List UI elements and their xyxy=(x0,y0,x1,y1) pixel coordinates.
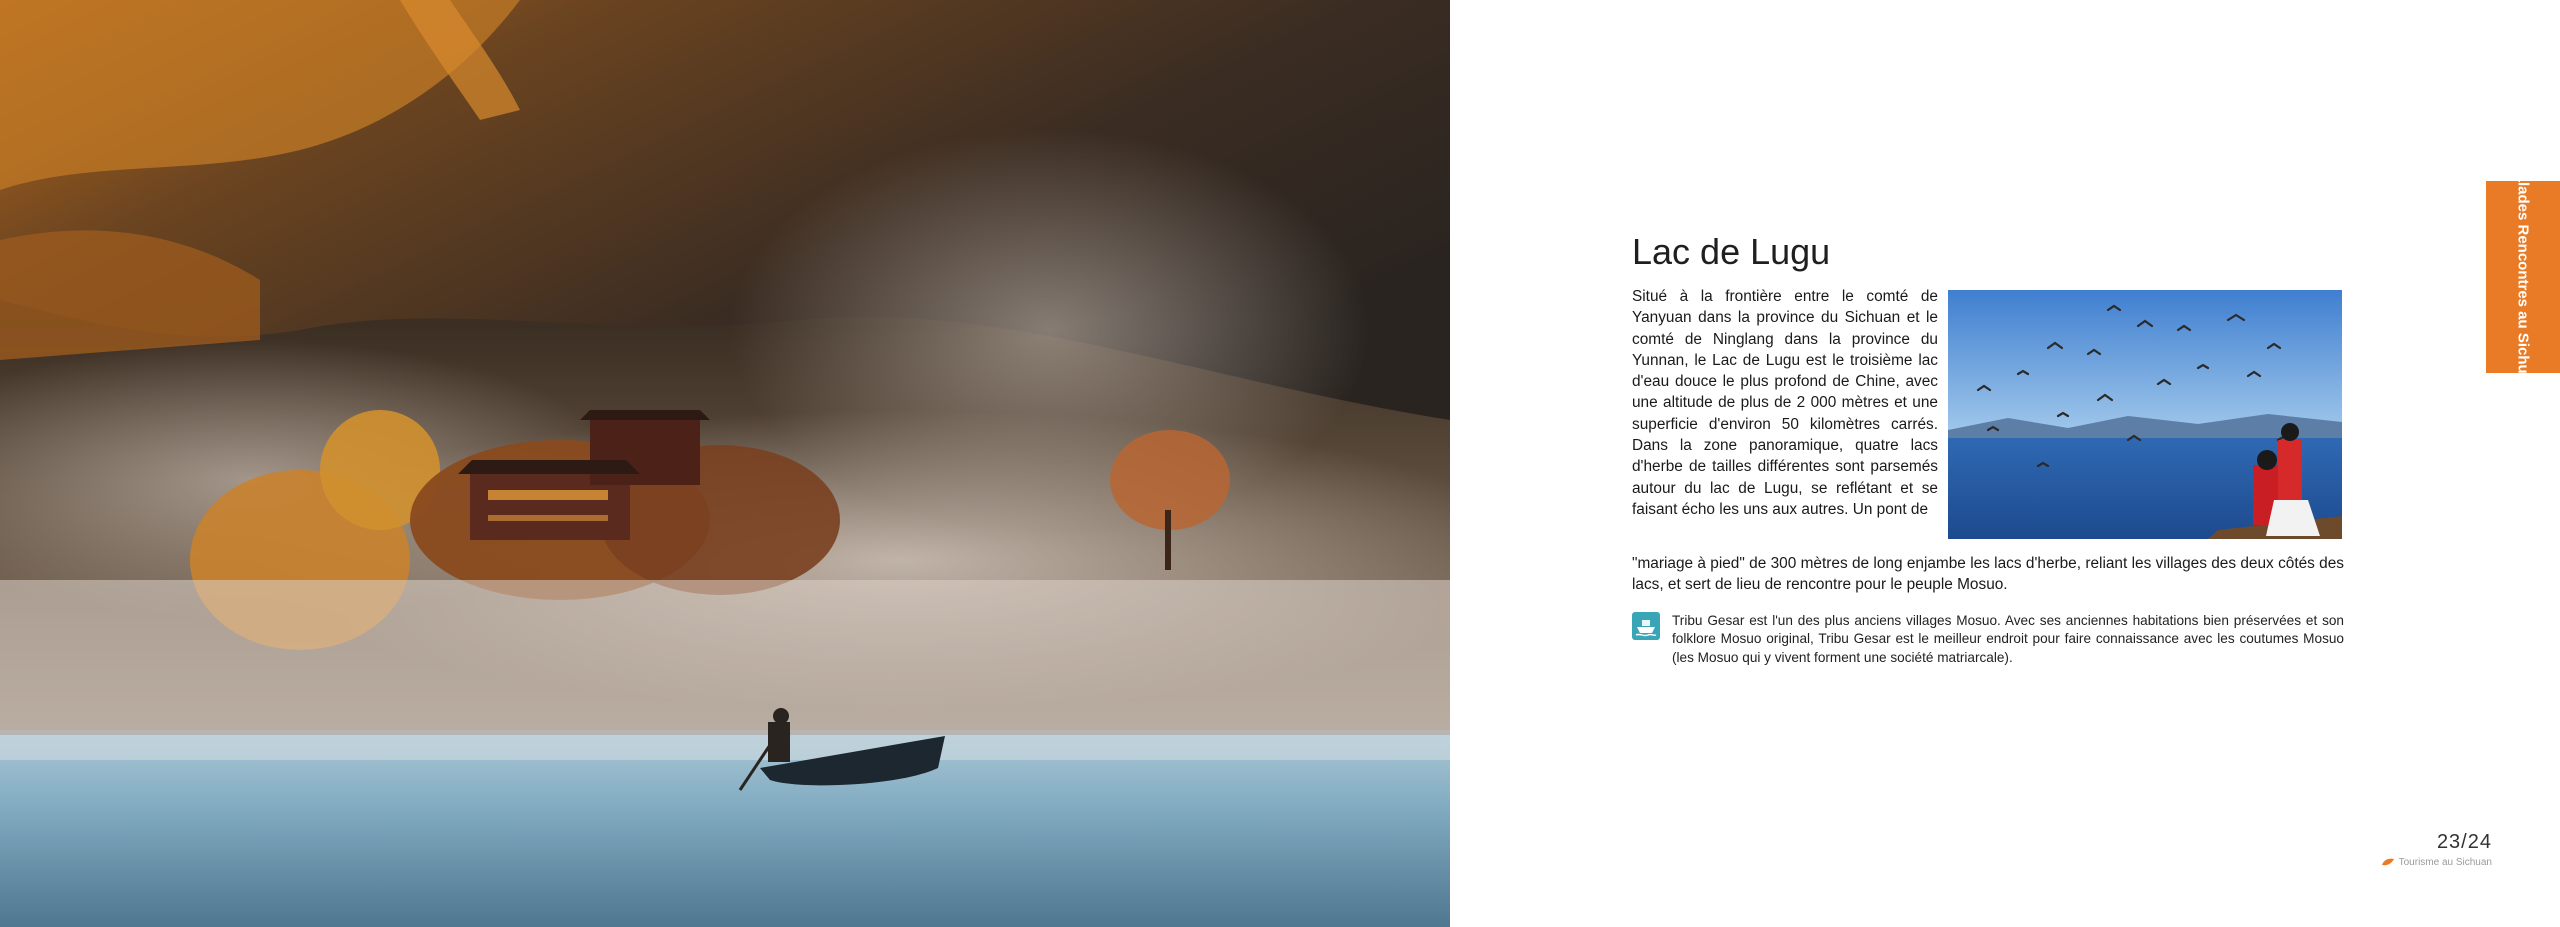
footer-brand xyxy=(2381,855,2492,869)
section-tab[interactable] xyxy=(2486,162,2560,392)
page-number: 23/24 xyxy=(2436,831,2492,853)
boat-icon xyxy=(1632,612,1660,640)
footer-brand-text: Tourisme au Sichuan xyxy=(2398,856,2492,868)
article-body-part-2: "mariage à pied" de 300 mètres de long enjambe les lacs d'herbe, reliant les villages des deux côtés des lacs, et sert de lieu de rencontre pour le peuple Mosuo. xyxy=(1632,555,2344,594)
note-text: Tribu Gesar est l'un des plus anciens villages Mosuo. Avec ses anciennes habitations bien préservées et son folklore Mosuo original, Tribu Gesar est le meilleur endroit pour faire connaissance avec les coutumes Mosuo (les Mosuo qui y vivent forment une société matriarcale). xyxy=(1672,613,2344,665)
section-tab-label: Balades Rencontres au Sichuan xyxy=(2514,162,2532,392)
seagulls-lake-photo xyxy=(1948,290,2342,539)
article-title: Lac de Lugu xyxy=(1632,231,1831,272)
leaf-icon xyxy=(2381,857,2395,867)
article-body-part-1: Situé à la frontière entre le comté de Yanyuan dans la province du Sichuan et le comté de Ninglang dans la province du Yunnan, le Lac de Lugu est le troisième lac d'eau douce le plus profond de Chine, avec une altitude de plus de 2 000 mètres et une superficie d'environ 50 kilomètres carrés. Dans la zone panoramique, quatre lacs d'herbe de tailles différentes sont parsemés autour du lac de Lugu, se reflétant et se faisant écho les uns aux autres. Un pont de xyxy=(1632,288,1938,518)
